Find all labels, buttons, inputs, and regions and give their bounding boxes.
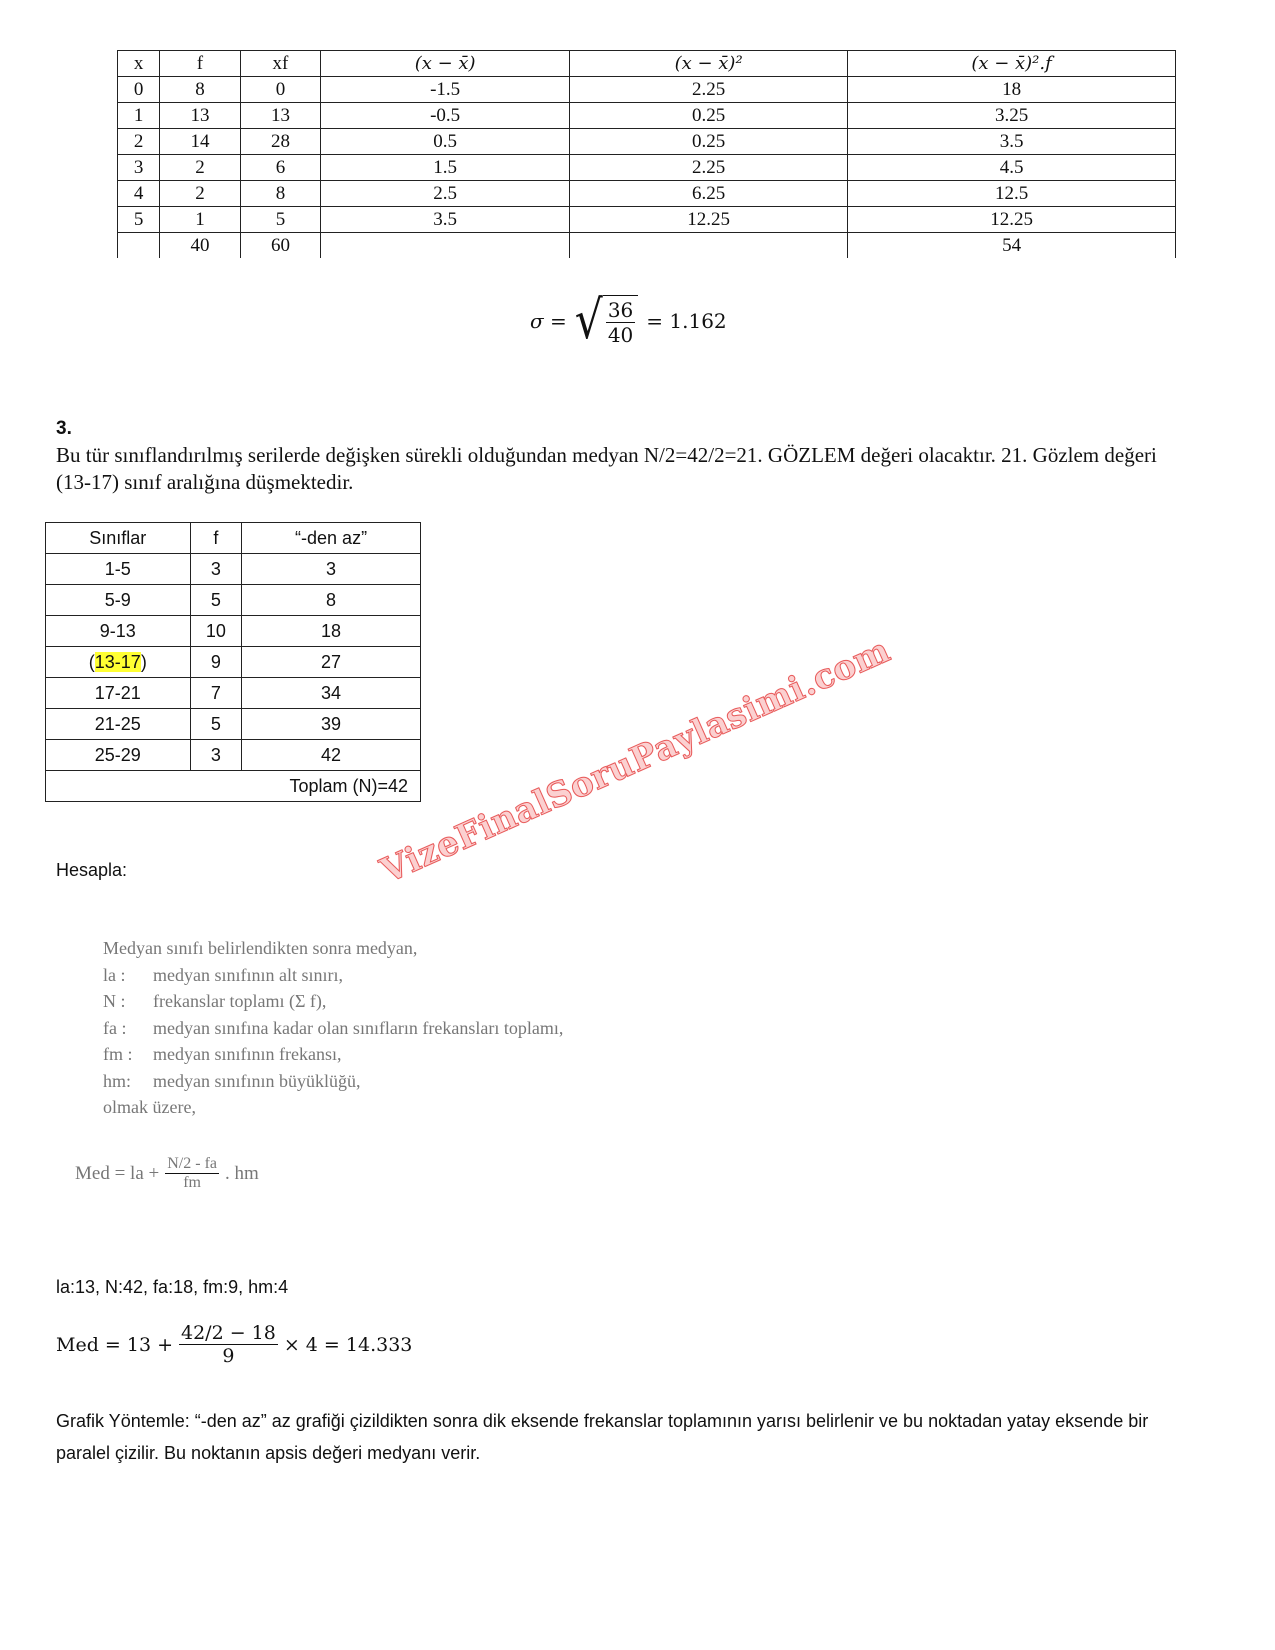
class-table [45, 522, 421, 802]
definitions-intro: Medyan sınıfı belirlendikten sonra medyan, [103, 938, 418, 958]
table-cell: 25-29 [46, 740, 191, 771]
table-row [46, 678, 421, 709]
table-cell: 5 [118, 207, 160, 233]
table-cell: 2.25 [570, 77, 848, 103]
table-cell: 2 [160, 155, 240, 181]
table-cell [118, 233, 160, 259]
median-calculation [56, 1322, 412, 1367]
definition-text: medyan sınıfının alt sınırı, [153, 964, 343, 985]
total-cell: Toplam (N)=42 [46, 771, 421, 802]
formula-num: N/2 - fa [167, 1155, 217, 1172]
table-cell: 3.25 [848, 103, 1176, 129]
table-cell: (13-17) [46, 647, 191, 678]
header-cell: (x − x̄)² [570, 51, 848, 77]
watermark: VizeFinalSoruPaylasimi.com [375, 630, 897, 892]
table-cell: 42 [242, 740, 421, 771]
table-row [118, 77, 1176, 103]
table-cell: -1.5 [321, 77, 570, 103]
table-cell: 1 [160, 207, 240, 233]
table-cell: 0.25 [570, 129, 848, 155]
header-cell: (x − x̄) [321, 51, 570, 77]
definition-text: frekanslar toplamı (Σ f), [153, 991, 327, 1011]
sigma-result: = 1.162 [646, 309, 727, 333]
definition-item [103, 988, 563, 1015]
table-cell: 60 [240, 233, 320, 259]
table-cell: 14 [160, 129, 240, 155]
definition-text: medyan sınıfının frekansı, [153, 1044, 342, 1064]
median-formula [75, 1155, 259, 1192]
definition-symbol: fm : [103, 1044, 133, 1064]
table-header-row [118, 51, 1176, 77]
table-cell: 8 [240, 181, 320, 207]
table-cell: 18 [242, 616, 421, 647]
table-cell: 13 [240, 103, 320, 129]
definition-symbol: la : [103, 964, 126, 985]
table-cell: 21-25 [46, 709, 191, 740]
table-row [118, 233, 1176, 259]
table-cell: 4 [118, 181, 160, 207]
definitions-outro: olmak üzere, [103, 1097, 196, 1117]
table-cell: 28 [240, 129, 320, 155]
table-cell: 34 [242, 678, 421, 709]
table-cell: 12.25 [570, 207, 848, 233]
table-cell: -0.5 [321, 103, 570, 129]
definition-item [103, 1041, 563, 1068]
table-cell: 10 [190, 616, 242, 647]
table-cell: 3 [190, 740, 242, 771]
header-cell: xf [240, 51, 320, 77]
table-cell: 2.5 [321, 181, 570, 207]
table-cell: 9-13 [46, 616, 191, 647]
table-cell: 0.5 [321, 129, 570, 155]
table-cell: 3.5 [848, 129, 1176, 155]
graphic-method-text: Grafik Yöntemle: “-den az” az grafiği çizildikten sonra dik eksende frekanslar toplamının yarısı belirlenir ve bu noktadan yatay eksende bir paralel çizilir. Bu noktanın apsis değeri medyanı verir. [56, 1411, 1149, 1463]
table-cell: 5 [240, 207, 320, 233]
calc-rhs: × 4 = 14.333 [283, 1333, 413, 1356]
table-cell: 1 [118, 103, 160, 129]
table-row [46, 616, 421, 647]
header-cell: (x − x̄)².f [848, 51, 1176, 77]
table-row [118, 155, 1176, 181]
header-cell: x [118, 51, 160, 77]
table-cell: 3 [190, 554, 242, 585]
table-cell: 54 [848, 233, 1176, 259]
formula-rhs: . hm [225, 1162, 259, 1184]
table-cell: 8 [160, 77, 240, 103]
definition-symbol: hm: [103, 1070, 132, 1091]
table-cell [321, 233, 570, 259]
table-cell: 17-21 [46, 678, 191, 709]
header-cell: Sınıflar [46, 523, 191, 554]
table-cell: 0 [240, 77, 320, 103]
definition-item [103, 1015, 563, 1042]
definition-item [103, 1068, 563, 1095]
formula-den: fm [183, 1174, 201, 1191]
table-row [46, 554, 421, 585]
table-cell: 0.25 [570, 103, 848, 129]
table-cell: 1.5 [321, 155, 570, 181]
table-cell [570, 233, 848, 259]
table-row [46, 740, 421, 771]
table-cell: 1-5 [46, 554, 191, 585]
table-cell: 5 [190, 709, 242, 740]
header-cell: f [190, 523, 242, 554]
total-row [46, 771, 421, 802]
table-cell: 5 [190, 585, 242, 616]
sigma-den: 40 [607, 323, 634, 347]
table-cell: 7 [190, 678, 242, 709]
table-cell: 2.25 [570, 155, 848, 181]
sigma-formula [530, 289, 727, 351]
frequency-table [117, 50, 1176, 258]
table-cell: 12.25 [848, 207, 1176, 233]
table-cell: 9 [190, 647, 242, 678]
section-number: 3. [56, 418, 72, 439]
definition-symbol: N : [103, 991, 126, 1011]
definitions-image [103, 935, 563, 1121]
table-row [118, 103, 1176, 129]
formula-lhs: Med = la + [75, 1162, 160, 1184]
table-cell: 39 [242, 709, 421, 740]
table-cell: 27 [242, 647, 421, 678]
table-cell: 3 [118, 155, 160, 181]
table-cell: 2 [160, 181, 240, 207]
header-cell: “-den az” [242, 523, 421, 554]
sigma-num: 36 [607, 298, 634, 322]
table-row [46, 647, 421, 678]
hesapla-label: Hesapla: [56, 860, 128, 880]
definition-text: medyan sınıfına kadar olan sınıfların frekansları toplamı, [153, 1017, 564, 1038]
table-row [118, 129, 1176, 155]
table-row [118, 181, 1176, 207]
table-cell: 5-9 [46, 585, 191, 616]
definition-item [103, 962, 563, 989]
table-cell: 8 [242, 585, 421, 616]
median-class-highlight: 13-17 [94, 651, 141, 672]
table-cell: 3.5 [321, 207, 570, 233]
calc-lhs: Med = 13 + [56, 1333, 173, 1356]
table-cell: 13 [160, 103, 240, 129]
table-header-row [46, 523, 421, 554]
table-cell: 12.5 [848, 181, 1176, 207]
table-cell: 2 [118, 129, 160, 155]
table-cell: 6 [240, 155, 320, 181]
table-cell: 18 [848, 77, 1176, 103]
definition-symbol: fa : [103, 1017, 127, 1038]
header-cell: f [160, 51, 240, 77]
calc-num: 42/2 − 18 [181, 1322, 276, 1344]
calc-den: 9 [222, 1345, 235, 1367]
table-cell: 6.25 [570, 181, 848, 207]
table-cell: 0 [118, 77, 160, 103]
table-row [118, 207, 1176, 233]
table-row [46, 709, 421, 740]
sqrt: √ $\frac{36}{40}$ [575, 295, 639, 347]
section-paragraph: Bu tür sınıflandırılmış serilerde değişken sürekli olduğundan medyan N/2=42/2=21. GÖZLEM değeri olacaktır. 21. Gözlem değeri (13-17) sınıf aralığına düşmektedir. [56, 443, 1157, 494]
table-row [46, 585, 421, 616]
table-cell: 4.5 [848, 155, 1176, 181]
table-cell: 3 [242, 554, 421, 585]
definition-text: medyan sınıfının büyüklüğü, [153, 1070, 361, 1091]
sigma-lhs: σ = [530, 309, 567, 333]
table-cell: 40 [160, 233, 240, 259]
parameter-values: la:13, N:42, fa:18, fm:9, hm:4 [56, 1277, 289, 1297]
